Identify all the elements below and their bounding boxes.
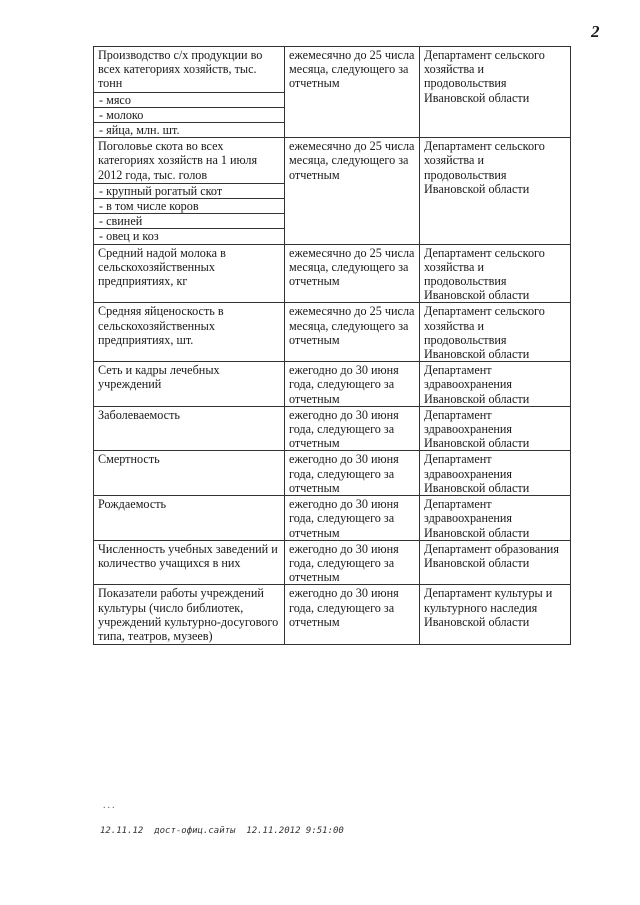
table-row xyxy=(94,496,571,541)
table-row xyxy=(94,585,571,645)
responsible-cell: Департамент культуры и культурного наследия Ивановской области xyxy=(420,585,571,645)
indicator-cell xyxy=(94,362,285,407)
table-row xyxy=(94,362,571,407)
responsible-cell: Департамент здравоохранения Ивановской области xyxy=(420,496,571,541)
indicator-cell xyxy=(94,47,285,138)
footer-dots: ... xyxy=(103,800,117,811)
page-number: 2 xyxy=(591,22,600,41)
table-row xyxy=(94,47,571,138)
frequency-cell: ежемесячно до 25 числа месяца, следующего за отчетным xyxy=(285,244,420,303)
indicator-name: Численность учебных заведений и количество учащихся в них xyxy=(98,541,278,570)
table-row xyxy=(94,138,571,244)
frequency-cell: ежегодно до 30 июня года, следующего за отчетным xyxy=(285,585,420,645)
frequency-cell: ежегодно до 30 июня года, следующего за отчетным xyxy=(285,451,420,496)
table-row xyxy=(94,540,571,585)
responsible-cell: Департамент сельского хозяйства и продовольствия Ивановской области xyxy=(420,244,571,303)
indicator-subitem: - крупный рогатый скот xyxy=(94,183,284,198)
frequency-cell: ежегодно до 30 июня года, следующего за отчетным xyxy=(285,362,420,407)
responsible-cell: Департамент образования Ивановской области xyxy=(420,540,571,585)
indicator-cell xyxy=(94,138,285,244)
indicator-name: Рождаемость xyxy=(98,497,167,512)
table-row xyxy=(94,406,571,451)
frequency-cell: ежегодно до 30 июня года, следующего за отчетным xyxy=(285,496,420,541)
indicator-subitem: - мясо xyxy=(94,92,284,107)
footer-stamp: 12.11.12 дост-офиц.сайты 12.11.2012 9:51:00 xyxy=(100,826,344,836)
indicators-table xyxy=(93,46,571,645)
table-body xyxy=(94,47,571,645)
indicator-name: Смертность xyxy=(98,452,160,467)
indicator-name: Средняя яйценоскость в сельскохозяйственных предприятиях, шт. xyxy=(98,304,224,347)
indicator-name: Поголовье скота во всех категориях хозяйств на 1 июля 2012 года, тыс. голов xyxy=(98,139,258,182)
indicator-name: Показатели работы учреждений культуры (число библиотек, учреждений культурно-досугового типа, театров, музеев) xyxy=(98,586,279,643)
indicator-cell xyxy=(94,406,285,451)
indicator-cell xyxy=(94,496,285,541)
indicator-name: Производство с/х продукции во всех категориях хозяйств, тыс. тонн xyxy=(98,48,263,91)
indicator-cell xyxy=(94,540,285,585)
table-row xyxy=(94,244,571,303)
indicator-cell xyxy=(94,585,285,645)
indicator-subitem: - овец и коз xyxy=(94,228,284,243)
indicator-cell xyxy=(94,303,285,362)
indicator-name: Сеть и кадры лечебных учреждений xyxy=(98,363,220,392)
frequency-cell: ежемесячно до 25 числа месяца, следующего за отчетным xyxy=(285,303,420,362)
indicator-cell xyxy=(94,244,285,303)
responsible-cell: Департамент здравоохранения Ивановской области xyxy=(420,451,571,496)
responsible-cell: Департамент сельского хозяйства и продовольствия Ивановской области xyxy=(420,303,571,362)
frequency-cell: ежемесячно до 25 числа месяца, следующего за отчетным xyxy=(285,138,420,244)
indicator-cell xyxy=(94,451,285,496)
indicator-subitem: - яйца, млн. шт. xyxy=(94,122,284,137)
table-row xyxy=(94,451,571,496)
indicator-subitem: - молоко xyxy=(94,107,284,122)
responsible-cell: Департамент здравоохранения Ивановской области xyxy=(420,362,571,407)
frequency-cell: ежегодно до 30 июня года, следующего за отчетным xyxy=(285,540,420,585)
responsible-cell: Департамент сельского хозяйства и продовольствия Ивановской области xyxy=(420,138,571,244)
indicator-subitem: - в том числе коров xyxy=(94,198,284,213)
indicator-name: Заболеваемость xyxy=(98,407,180,422)
indicator-name: Средний надой молока в сельскохозяйственных предприятиях, кг xyxy=(98,245,226,289)
indicator-subitem: - свиней xyxy=(94,213,284,228)
frequency-cell: ежегодно до 30 июня года, следующего за отчетным xyxy=(285,406,420,451)
responsible-cell: Департамент здравоохранения Ивановской области xyxy=(420,406,571,451)
table-row xyxy=(94,303,571,362)
responsible-cell: Департамент сельского хозяйства и продовольствия Ивановской области xyxy=(420,47,571,138)
frequency-cell: ежемесячно до 25 числа месяца, следующего за отчетным xyxy=(285,47,420,138)
